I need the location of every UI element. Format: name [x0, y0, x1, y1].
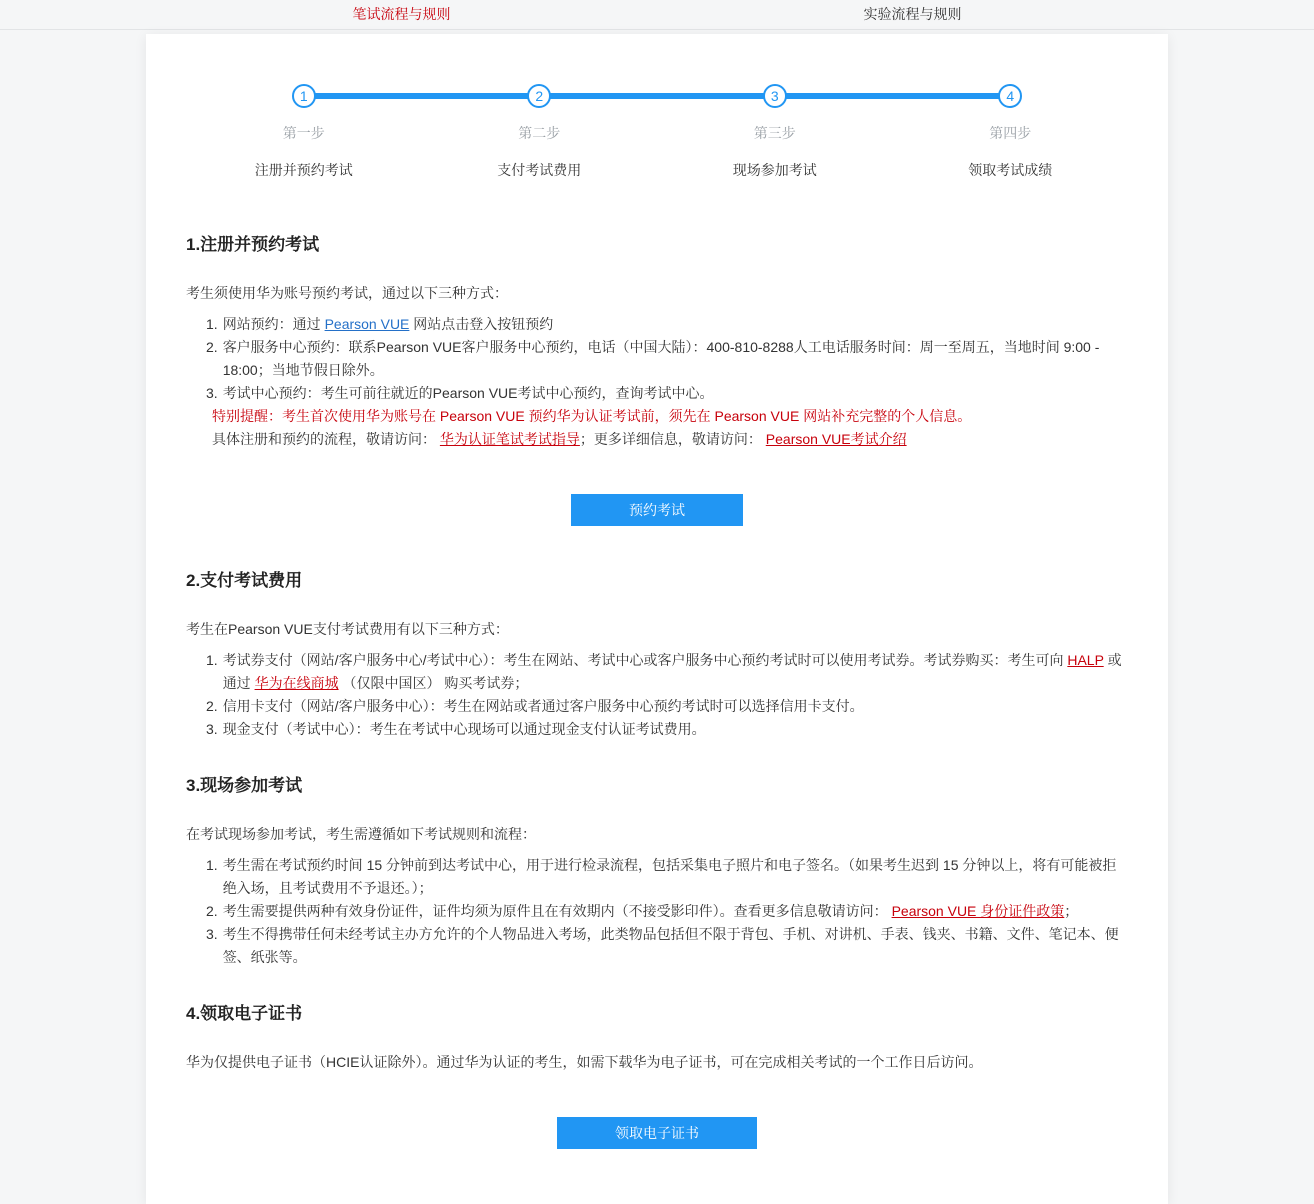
pearson-vue-exam-intro-link[interactable]: Pearson VUE考试介绍 — [765, 431, 907, 447]
step-4-circle: 4 — [998, 84, 1022, 108]
huawei-online-store-link[interactable]: 华为在线商城 — [254, 675, 339, 691]
list-item — [206, 900, 1128, 923]
list-item-text — [223, 649, 1128, 695]
section-2-intro: 考生在Pearson VUE支付考试费用有以下三种方式： — [186, 621, 509, 637]
section-3-heading: 3.现场参加考试 — [186, 776, 303, 795]
section-2-heading: 2.支付考试费用 — [186, 571, 303, 590]
list-item — [206, 695, 1128, 718]
top-tab-bar — [0, 0, 1314, 30]
list-item-text — [223, 313, 1128, 336]
step-2-pay — [422, 84, 658, 180]
list-item — [206, 649, 1128, 695]
tab-written-exam-process[interactable]: 笔试流程与规则 — [352, 6, 451, 22]
tab-lab-exam-process[interactable]: 实验流程与规则 — [863, 6, 962, 22]
step-2-label: 第二步 — [518, 125, 561, 141]
step-1-title: 注册并预约考试 — [254, 162, 353, 178]
list-item-text: 考生需在考试预约时间 15 分钟前到达考试中心，用于进行检录流程，包括采集电子照片和电子签名。（如果考生迟到 15 分钟以上，将有可能被拒绝入场，且考试费用不予退还。）； — [222, 857, 1117, 896]
list-item-text: 现金支付（考试中心）：考生在考试中心现场可以通过现金支付认证考试费用。 — [222, 721, 706, 737]
list-item-text-part: 或通过 — [222, 652, 1122, 691]
list-item-text-part: 考试券支付（网站/客户服务中心/考试中心）：考生在网站、考试中心或客户服务中心预约考试时可以使用考试券。考试券购买：考生可向 — [222, 652, 1068, 668]
section-4-body: 华为仅提供电子证书（HCIE认证除外）。通过华为认证的考生，如需下载华为电子证书，可在完成相关考试的一个工作日后访问。 — [186, 1054, 983, 1070]
section-register-and-book — [186, 230, 1128, 526]
list-item-number: 1. — [206, 652, 218, 668]
section-1-intro: 考生须使用华为账号预约考试，通过以下三种方式： — [186, 285, 508, 301]
halp-link[interactable]: HALP — [1067, 652, 1104, 668]
section-pay-exam-fee — [186, 566, 1128, 741]
list-item-text — [223, 900, 1128, 923]
section-2-list — [206, 649, 1128, 741]
section-3-intro: 在考试现场参加考试，考生需遵循如下考试规则和流程： — [186, 826, 536, 842]
list-item-text: 考试中心预约：考生可前往就近的Pearson VUE考试中心预约，查询考试中心。 — [222, 385, 714, 401]
step-3-title: 现场参加考试 — [732, 162, 817, 178]
list-item-text-part: 网站点击登入按钮预约 — [409, 316, 554, 332]
list-item — [206, 718, 1128, 741]
content-card — [146, 34, 1168, 1204]
list-item — [206, 336, 1128, 382]
step-1-register — [186, 84, 422, 180]
written-exam-guide-link[interactable]: 华为认证笔试考试指导 — [439, 431, 580, 447]
list-item-number: 3. — [206, 926, 218, 942]
stepper-steps — [186, 84, 1128, 180]
exam-process-stepper — [186, 84, 1128, 180]
list-item — [206, 382, 1128, 405]
section-attend-exam-onsite — [186, 771, 1128, 969]
step-3-attend — [657, 84, 893, 180]
list-item-number: 1. — [206, 316, 218, 332]
registration-guide-line — [212, 428, 1128, 451]
section-1-heading: 1.注册并预约考试 — [186, 235, 320, 254]
section-3-list — [206, 854, 1128, 969]
list-item-number: 2. — [206, 698, 218, 714]
step-2-title: 支付考试费用 — [497, 162, 582, 178]
guide-line-text-part: ；更多详细信息，敬请访问： — [579, 431, 766, 447]
list-item-text: 考生不得携带任何未经考试主办方允许的个人物品进入考场，此类物品包括但不限于背包、手机、对讲机、手表、钱夹、书籍、文件、笔记本、便签、纸张等。 — [222, 926, 1119, 965]
top-tab-bar-inner — [146, 0, 1168, 29]
list-item — [206, 923, 1128, 969]
guide-line-text-part: 具体注册和预约的流程，敬请访问： — [212, 431, 440, 447]
get-e-certificate-button[interactable]: 领取电子证书 — [557, 1117, 757, 1149]
step-4-results — [893, 84, 1129, 180]
list-item-text-part: 考生需要提供两种有效身份证件，证件均须为原件且在有效期内（不接受影印件）。查看更多信息敬请访问： — [222, 903, 892, 919]
section-get-e-certificate — [186, 999, 1128, 1149]
list-item-number: 3. — [206, 385, 218, 401]
step-1-circle: 1 — [292, 84, 316, 108]
step-1-label: 第一步 — [282, 125, 325, 141]
list-item-text-part: ； — [1064, 903, 1079, 919]
list-item-number: 3. — [206, 721, 218, 737]
list-item-number: 2. — [206, 339, 218, 355]
list-item-text: 客户服务中心预约：联系Pearson VUE客户服务中心预约，电话（中国大陆）：400-810-8288人工电话服务时间：周一至周五，当地时间 9:00 - 18:00；当地节假日除外。 — [222, 339, 1100, 378]
list-item-number: 1. — [206, 857, 218, 873]
list-item-text-part: 网站预约：通过 — [222, 316, 325, 332]
special-reminder-text: 特别提醒：考生首次使用华为账号在 Pearson VUE 预约华为认证考试前，须先在 Pearson VUE 网站补充完整的个人信息。 — [212, 408, 972, 424]
step-3-circle: 3 — [763, 84, 787, 108]
step-2-circle: 2 — [527, 84, 551, 108]
list-item — [206, 854, 1128, 900]
section-1-list — [206, 313, 1128, 405]
book-exam-button[interactable]: 预约考试 — [571, 494, 743, 526]
step-3-label: 第三步 — [753, 125, 796, 141]
list-item — [206, 313, 1128, 336]
list-item-number: 2. — [206, 903, 218, 919]
list-item-text-part: （仅限中国区） 购买考试券； — [338, 675, 529, 691]
section-4-heading: 4.领取电子证书 — [186, 1004, 303, 1023]
id-policy-link[interactable]: Pearson VUE 身份证件政策 — [891, 903, 1065, 919]
step-4-label: 第四步 — [989, 125, 1032, 141]
list-item-text: 信用卡支付（网站/客户服务中心）：考生在网站或者通过客户服务中心预约考试时可以选择信用卡支付。 — [222, 698, 864, 714]
step-4-title: 领取考试成绩 — [968, 162, 1053, 178]
pearson-vue-link[interactable]: Pearson VUE — [324, 316, 410, 332]
